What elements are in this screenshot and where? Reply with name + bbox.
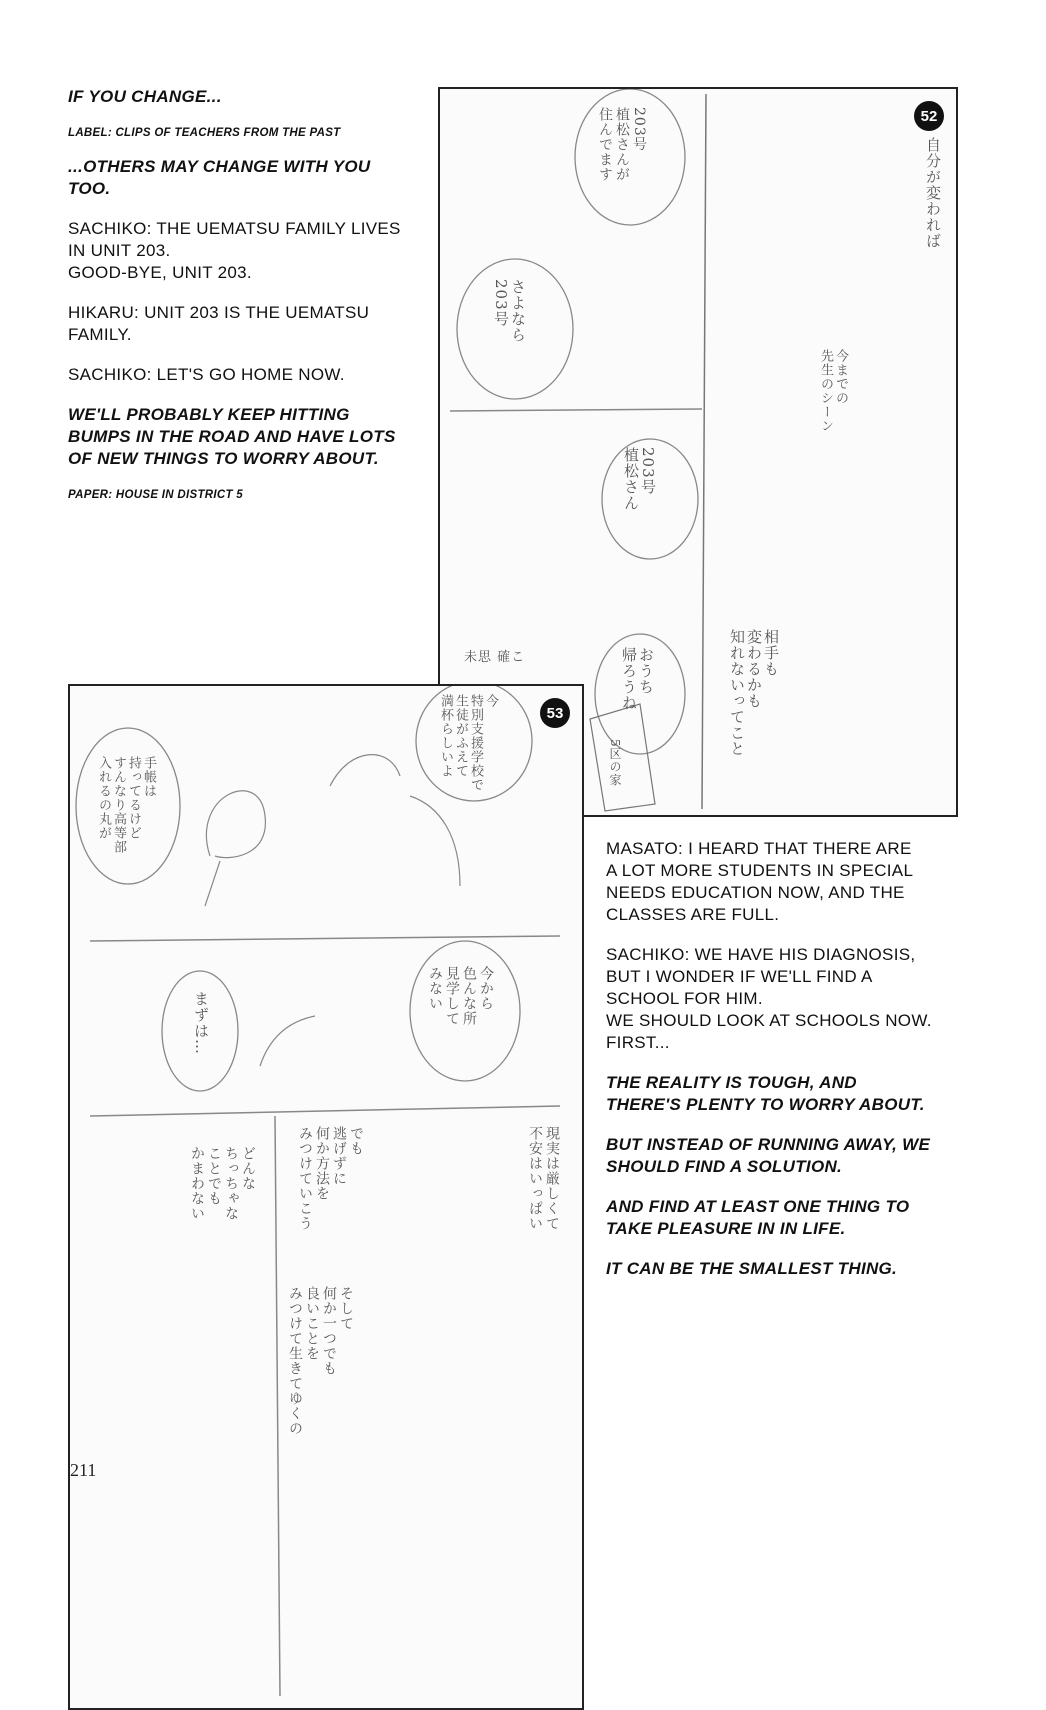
sheet-52-badge: 52	[914, 101, 944, 131]
caption-sachiko-2: SACHIKO: LET'S GO HOME NOW.	[68, 365, 345, 384]
caption-line: CLASSES ARE FULL.	[606, 905, 780, 924]
jp-partial: 未思 確こ	[464, 650, 526, 665]
caption-line: FIRST...	[606, 1033, 670, 1052]
caption-line: FAMILY.	[68, 325, 132, 344]
caption-paper-label: PAPER: HOUSE IN DISTRICT 5	[68, 489, 243, 501]
jp-reality: 現実は厳しくて 不安はいっぱい	[527, 1126, 560, 1231]
jp-find-one: そして 何か一つでも 良いことを みつけて生きてゆくの	[287, 1286, 354, 1436]
sheet-53-badge: 53	[540, 698, 570, 728]
jp-203-lives: 203号 植松さんが 住んでます	[597, 107, 647, 182]
storyboard-sheet-53	[68, 684, 584, 1710]
caption-line: A LOT MORE STUDENTS IN SPECIAL	[606, 861, 914, 880]
left-captions	[68, 86, 428, 518]
caption-line: TOO.	[68, 179, 111, 198]
caption-instead	[606, 1134, 986, 1178]
jp-notebook: 手帳は 持ってるけど すんなり高等部 入れるの丸が	[96, 756, 156, 854]
caption-sachiko-3	[606, 944, 986, 1054]
jp-clips: 今までの 先生のシーン	[818, 349, 848, 433]
caption-hikaru	[68, 302, 428, 346]
caption-line: BUMPS IN THE ROAD AND HAVE LOTS	[68, 427, 396, 446]
caption-line: SCHOOL FOR HIM.	[606, 989, 763, 1008]
caption-line: ...OTHERS MAY CHANGE WITH YOU	[68, 157, 371, 176]
caption-line: BUT INSTEAD OF RUNNING AWAY, WE	[606, 1135, 931, 1154]
panel-divider	[450, 409, 702, 411]
jp-203-uematsu: 203号 植松さん	[622, 447, 657, 511]
panel-divider	[90, 1106, 560, 1116]
caption-line: NEEDS EDUCATION NOW, AND THE	[606, 883, 905, 902]
right-captions	[606, 838, 986, 1298]
jp-small-thing: どんな ちっちゃな ことでも かまわない	[189, 1146, 256, 1221]
caption-line: THE REALITY IS TOUGH, AND	[606, 1073, 857, 1092]
caption-line: SACHIKO: WE HAVE HIS DIAGNOSIS,	[606, 945, 916, 964]
caption-line: BUT I WONDER IF WE'LL FIND A	[606, 967, 873, 986]
caption-line: GOOD-BYE, UNIT 203.	[68, 263, 252, 282]
caption-line: SACHIKO: THE UEMATSU FAMILY LIVES	[68, 219, 401, 238]
caption-line: SHOULD FIND A SOLUTION.	[606, 1157, 843, 1176]
panel-divider	[702, 94, 706, 809]
caption-line: IN UNIT 203.	[68, 241, 171, 260]
caption-line: AND FIND AT LEAST ONE THING TO	[606, 1197, 910, 1216]
caption-pleasure	[606, 1196, 986, 1240]
caption-reality	[606, 1072, 986, 1116]
page-number: 211	[70, 1460, 97, 1480]
caption-smallest: IT CAN BE THE SMALLEST THING.	[606, 1259, 898, 1278]
jp-title: 自分が変われば	[924, 137, 942, 249]
caption-line: TAKE PLEASURE IN IN LIFE.	[606, 1219, 846, 1238]
caption-line: THERE'S PLENTY TO WORRY ABOUT.	[606, 1095, 925, 1114]
caption-masato	[606, 838, 986, 926]
caption-line: WE'LL PROBABLY KEEP HITTING	[68, 405, 350, 424]
panel-divider	[90, 936, 560, 941]
jp-dont-run: でも 逃げずに 何か方法を みつけていこう	[297, 1126, 364, 1231]
jp-change-too: 相手も 変わるかも 知れないってこと	[728, 629, 780, 757]
caption-sachiko-1	[68, 218, 428, 284]
caption-line: OF NEW THINGS TO WORRY ABOUT.	[68, 449, 379, 468]
figure-sketch	[205, 791, 265, 906]
jp-district: 5区の家	[608, 739, 622, 787]
caption-line: MASATO: I HEARD THAT THERE ARE	[606, 839, 912, 858]
caption-others-change	[68, 156, 428, 200]
jp-full: 今 特別支援学校で 生徒がふえて 満杯らしいよ	[438, 694, 498, 792]
figure-sketch	[260, 1016, 315, 1066]
panel-divider	[275, 1116, 280, 1696]
caption-bumps	[68, 404, 428, 470]
jp-first: まずは…	[192, 991, 210, 1055]
jp-goodbye: さよなら 203号	[492, 279, 527, 343]
caption-line: WE SHOULD LOOK AT SCHOOLS NOW.	[606, 1011, 932, 1030]
caption-line: HIKARU: UNIT 203 IS THE UEMATSU	[68, 303, 370, 322]
jp-look-now: 今から 色んな所 見学して みない	[427, 966, 494, 1026]
jp-go-home: おうち 帰ろうね	[620, 647, 655, 711]
caption-label-clips: LABEL: CLIPS OF TEACHERS FROM THE PAST	[68, 127, 341, 139]
caption-if-you-change: IF YOU CHANGE...	[68, 87, 222, 106]
